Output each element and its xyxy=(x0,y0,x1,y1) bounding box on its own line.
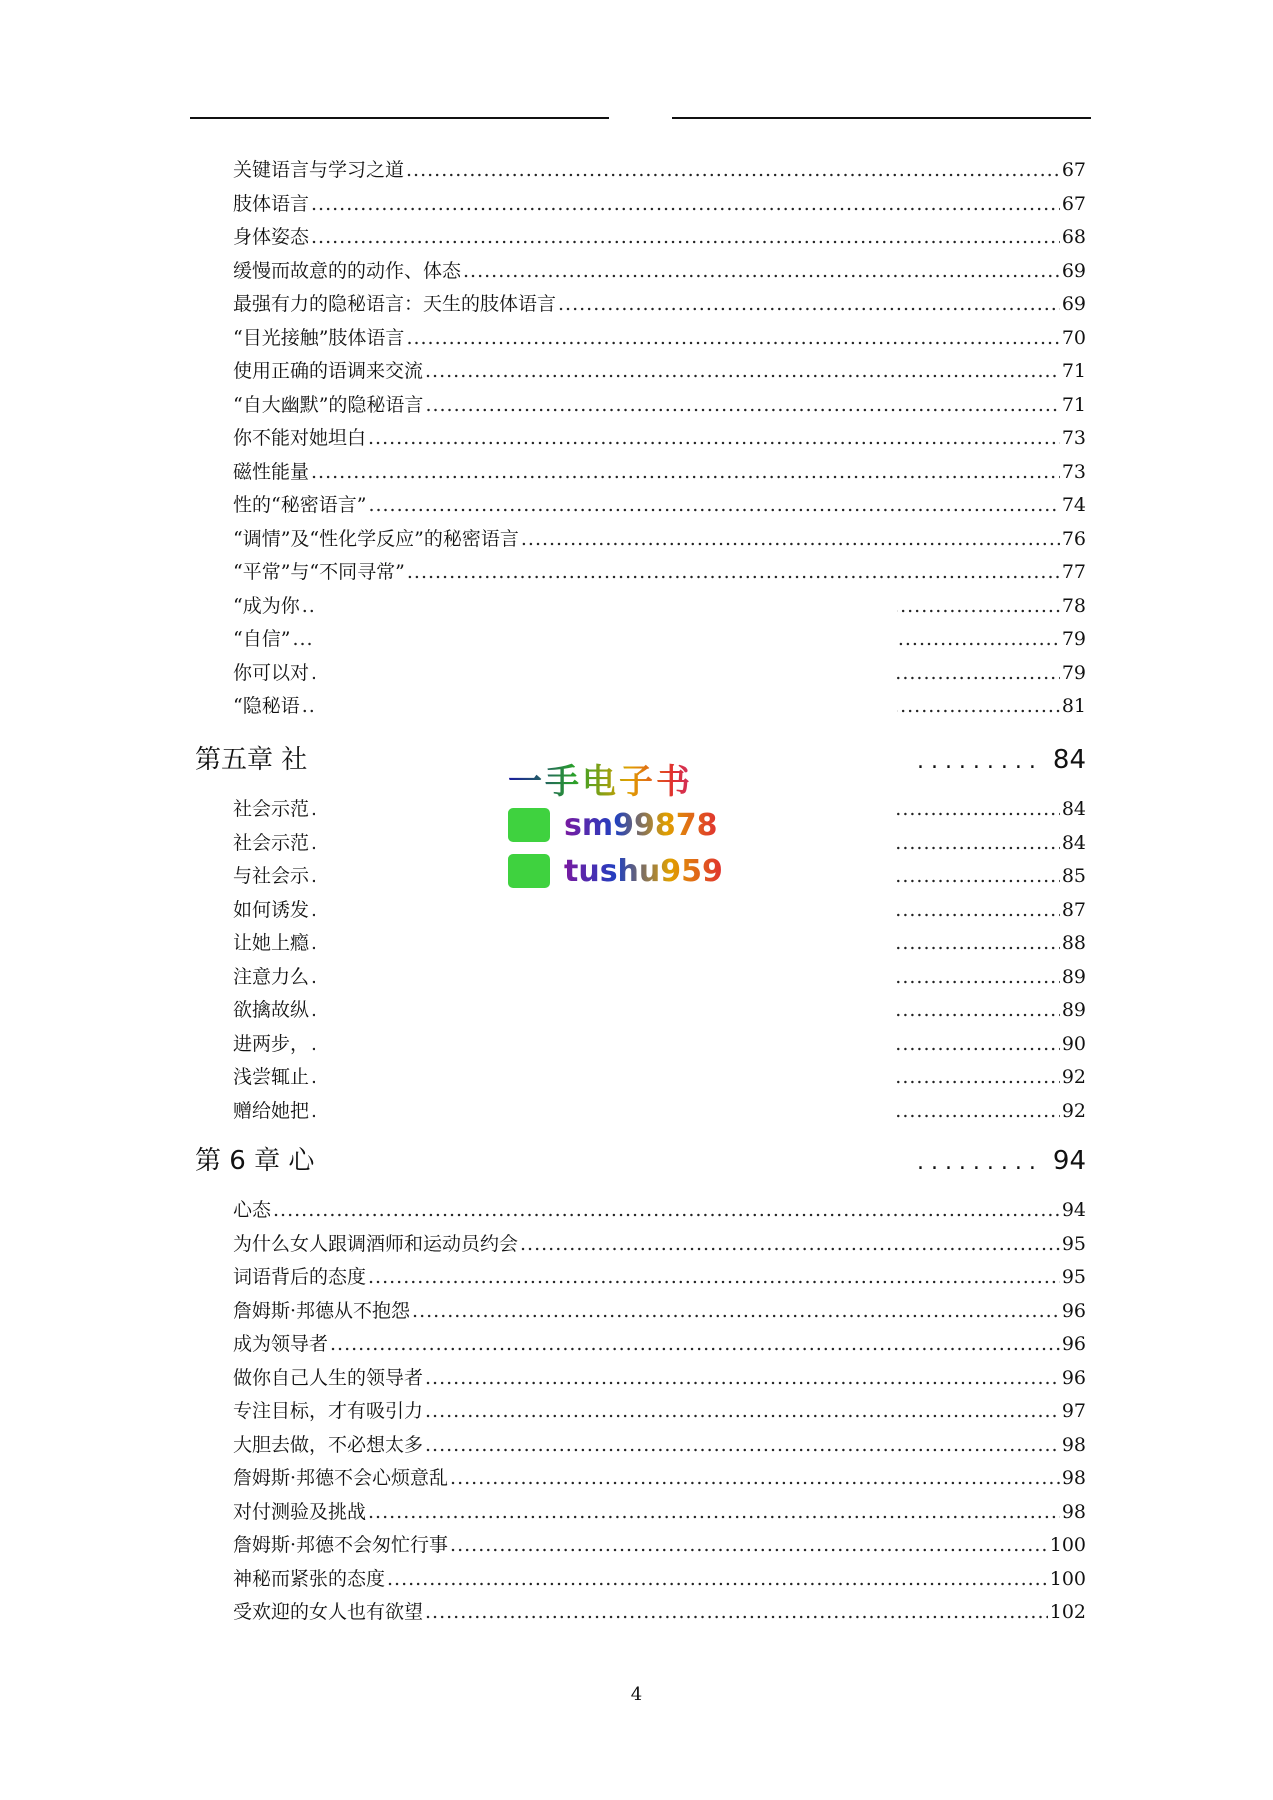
toc-entry-title: 注意力么 xyxy=(233,965,310,988)
toc-entry-title: 与社会示 xyxy=(233,865,310,887)
toc-entry-page: 102 xyxy=(1049,1601,1086,1623)
toc-leader-dots xyxy=(311,456,1060,488)
toc-entry xyxy=(233,322,1086,354)
toc-entry-title: “目光接触”肢体语言 xyxy=(233,326,405,349)
toc-leader-dots xyxy=(450,1529,1048,1561)
toc-entry xyxy=(233,456,1086,488)
toc-entry-title: 最强有力的隐秘语言：天生的肢体语言 xyxy=(233,293,557,315)
toc-entry-page: 85 xyxy=(1061,865,1086,887)
toc-entry-page: 81 xyxy=(1061,695,1086,717)
toc-leader-dots xyxy=(450,1462,1060,1494)
wechat-icon xyxy=(508,854,550,888)
toc-leader-dots xyxy=(311,188,1060,220)
toc-entry xyxy=(233,154,1086,186)
toc-entry-title: 神秘而紧张的态度 xyxy=(233,1567,386,1590)
toc-chapter-page: 94 xyxy=(1052,1146,1086,1176)
toc-chapter-dots: ......... xyxy=(916,1150,1043,1175)
toc-entry-page: 98 xyxy=(1061,1467,1086,1489)
toc-entry xyxy=(233,221,1086,253)
toc-leader-dots xyxy=(311,221,1060,253)
toc-entry-title: 社会示范 xyxy=(233,831,310,854)
toc-entry-title: 关键语言与学习之道 xyxy=(233,159,405,181)
toc-entry xyxy=(233,1328,1086,1360)
toc-entry-page: 73 xyxy=(1061,427,1086,449)
toc-entry-title: 你可以对 xyxy=(233,661,310,684)
toc-entry-page: 98 xyxy=(1061,1433,1086,1456)
toc-entry-page: 89 xyxy=(1061,999,1086,1021)
toc-entry xyxy=(233,1563,1086,1595)
toc-entry-title: “自信” xyxy=(233,628,291,650)
toc-entry-page: 96 xyxy=(1061,1366,1086,1389)
toc-entry-title: “平常”与“不同寻常” xyxy=(233,561,405,583)
toc-entry-title: 词语背后的态度 xyxy=(233,1266,367,1288)
toc-entry-page: 87 xyxy=(1061,898,1086,921)
toc-entry xyxy=(233,1228,1086,1260)
toc-entry xyxy=(233,489,1086,521)
toc-leader-dots xyxy=(425,1362,1060,1394)
toc-entry xyxy=(233,255,1086,287)
toc-leader-dots xyxy=(520,1228,1060,1260)
toc-leader-dots xyxy=(273,1194,1060,1226)
toc-entry-title: 性的“秘密语言” xyxy=(233,494,367,516)
toc-leader-dots xyxy=(368,1261,1060,1293)
wechat-icon xyxy=(508,808,550,842)
toc-entry xyxy=(233,523,1086,555)
toc-entry-title: 浅尝辄止 xyxy=(233,1066,310,1088)
toc-entry-title: 社会示范 xyxy=(233,798,310,820)
toc-leader-dots xyxy=(330,1328,1060,1360)
toc-leader-dots xyxy=(425,1429,1060,1461)
toc-entry-page: 79 xyxy=(1061,628,1086,650)
toc-leader-dots xyxy=(368,422,1060,454)
toc-entry-page: 96 xyxy=(1061,1299,1086,1322)
toc-leader-dots xyxy=(368,489,1059,521)
toc-entry-page: 67 xyxy=(1061,159,1086,181)
toc-entry xyxy=(233,1194,1086,1226)
toc-entry xyxy=(233,1395,1086,1427)
toc-entry-page: 74 xyxy=(1061,494,1086,516)
toc-entry-title: 詹姆斯·邦德从不抱怨 xyxy=(233,1299,411,1322)
toc-entry xyxy=(233,1295,1086,1327)
toc-entry-title: 你不能对她坦白 xyxy=(233,427,367,449)
watermark-line2: tushu959 xyxy=(564,853,723,889)
toc-entry-title: “自大幽默”的隐秘语言 xyxy=(233,393,424,416)
toc-entry-page: 88 xyxy=(1061,932,1086,954)
toc-entry-page: 69 xyxy=(1061,293,1086,315)
toc-entry xyxy=(233,355,1086,387)
toc-entry-page: 89 xyxy=(1061,965,1086,988)
toc-chapter-title: 第五章 社 xyxy=(195,745,308,775)
toc-leader-dots xyxy=(425,1395,1060,1427)
toc-chapter-dots: ......... xyxy=(916,749,1043,774)
toc-entry-page: 92 xyxy=(1061,1099,1086,1122)
toc-leader-dots xyxy=(406,154,1060,186)
toc-entry-title: 肢体语言 xyxy=(233,192,310,215)
toc-entry xyxy=(233,188,1086,220)
toc-entry xyxy=(233,556,1086,588)
toc-entry xyxy=(233,288,1086,320)
toc-entry xyxy=(233,1529,1086,1561)
toc-entry-title: 大胆去做，不必想太多 xyxy=(233,1433,424,1456)
toc-entry-page: 78 xyxy=(1061,594,1086,617)
toc-entry-page: 100 xyxy=(1049,1567,1086,1590)
toc-entry xyxy=(233,1462,1086,1494)
toc-leader-dots xyxy=(425,355,1060,387)
toc-leader-dots xyxy=(368,1496,1060,1528)
toc-entry-page: 84 xyxy=(1061,831,1086,854)
toc-entry-title: 受欢迎的女人也有欲望 xyxy=(233,1601,424,1623)
toc-entry xyxy=(233,389,1086,421)
watermark-line1: sm99878 xyxy=(564,807,718,843)
toc-entry-title: 赠给她把 xyxy=(233,1099,310,1122)
toc-entry-title: 进两步， xyxy=(233,1032,310,1055)
toc-entry-page: 70 xyxy=(1061,326,1086,349)
toc-entry-page: 71 xyxy=(1061,393,1086,416)
toc-entry-page: 94 xyxy=(1061,1199,1086,1221)
toc-entry-page: 68 xyxy=(1061,226,1086,248)
toc-chapter-title: 第 6 章 心 xyxy=(195,1146,315,1176)
toc-entry-title: 欲擒故纵 xyxy=(233,999,310,1021)
toc-entry-page: 79 xyxy=(1061,661,1086,684)
toc-entry-title: 对付测验及挑战 xyxy=(233,1500,367,1523)
toc-entry-title: 缓慢而故意的的动作、体态 xyxy=(233,259,462,282)
toc-entry xyxy=(233,422,1086,454)
toc-leader-dots xyxy=(406,322,1059,354)
toc-entry-title: 使用正确的语调来交流 xyxy=(233,360,424,382)
toc-leader-dots xyxy=(407,556,1060,588)
toc-leader-dots xyxy=(558,288,1060,320)
toc-leader-dots xyxy=(387,1563,1048,1595)
toc-entry-page: 69 xyxy=(1061,259,1086,282)
toc-entry-title: 如何诱发 xyxy=(233,898,310,921)
toc-entry-title: 身体姿态 xyxy=(233,226,310,248)
toc-entry-title: 詹姆斯·邦德不会心烦意乱 xyxy=(233,1467,449,1489)
page-number: 4 xyxy=(630,1684,643,1705)
toc-leader-dots xyxy=(425,1596,1048,1628)
toc-entry-page: 77 xyxy=(1061,561,1086,583)
toc-entry xyxy=(233,1429,1086,1461)
toc-entry-page: 97 xyxy=(1061,1400,1086,1422)
toc-leader-dots xyxy=(425,389,1059,421)
toc-entry-page: 73 xyxy=(1061,460,1086,483)
toc-entry-title: 心态 xyxy=(233,1199,272,1221)
toc-entry-page: 71 xyxy=(1061,360,1086,382)
toc-entry-page: 90 xyxy=(1061,1032,1086,1055)
toc-entry xyxy=(233,1362,1086,1394)
toc-entry-page: 67 xyxy=(1061,192,1086,215)
watermark-title: 一手电子书 xyxy=(508,762,728,802)
toc-chapter-page: 84 xyxy=(1052,745,1086,775)
toc-entry-title: 詹姆斯·邦德不会匆忙行事 xyxy=(233,1534,449,1556)
toc-entry-page: 96 xyxy=(1061,1333,1086,1355)
toc-entry-page: 98 xyxy=(1061,1500,1086,1523)
toc-entry-title: “成为你 xyxy=(233,594,300,617)
toc-entry-title: “调情”及“性化学反应”的秘密语言 xyxy=(233,527,519,550)
toc-entry xyxy=(233,1596,1086,1628)
toc-entry-title: 为什么女人跟调酒师和运动员约会 xyxy=(233,1232,519,1255)
toc-entry-title: “隐秘语 xyxy=(233,695,300,717)
toc-entry-title: 成为领导者 xyxy=(233,1333,329,1355)
toc-entry-page: 76 xyxy=(1061,527,1086,550)
toc-entry-page: 100 xyxy=(1049,1534,1086,1556)
toc-entry-title: 做你自己人生的领导者 xyxy=(233,1366,424,1389)
toc-entry xyxy=(233,1261,1086,1293)
toc-leader-dots xyxy=(521,523,1060,555)
toc-entry-title: 专注目标，才有吸引力 xyxy=(233,1400,424,1422)
toc-entry-page: 84 xyxy=(1061,798,1086,820)
toc-leader-dots xyxy=(412,1295,1060,1327)
toc-entry-title: 让她上瘾 xyxy=(233,932,310,954)
toc-entry-title: 磁性能量 xyxy=(233,460,310,483)
watermark xyxy=(508,762,728,912)
toc-entry-page: 95 xyxy=(1061,1232,1086,1255)
toc-entry-page: 95 xyxy=(1061,1266,1086,1288)
toc-entry-page: 92 xyxy=(1061,1066,1086,1088)
toc-entry xyxy=(233,1496,1086,1528)
toc-leader-dots xyxy=(463,255,1060,287)
